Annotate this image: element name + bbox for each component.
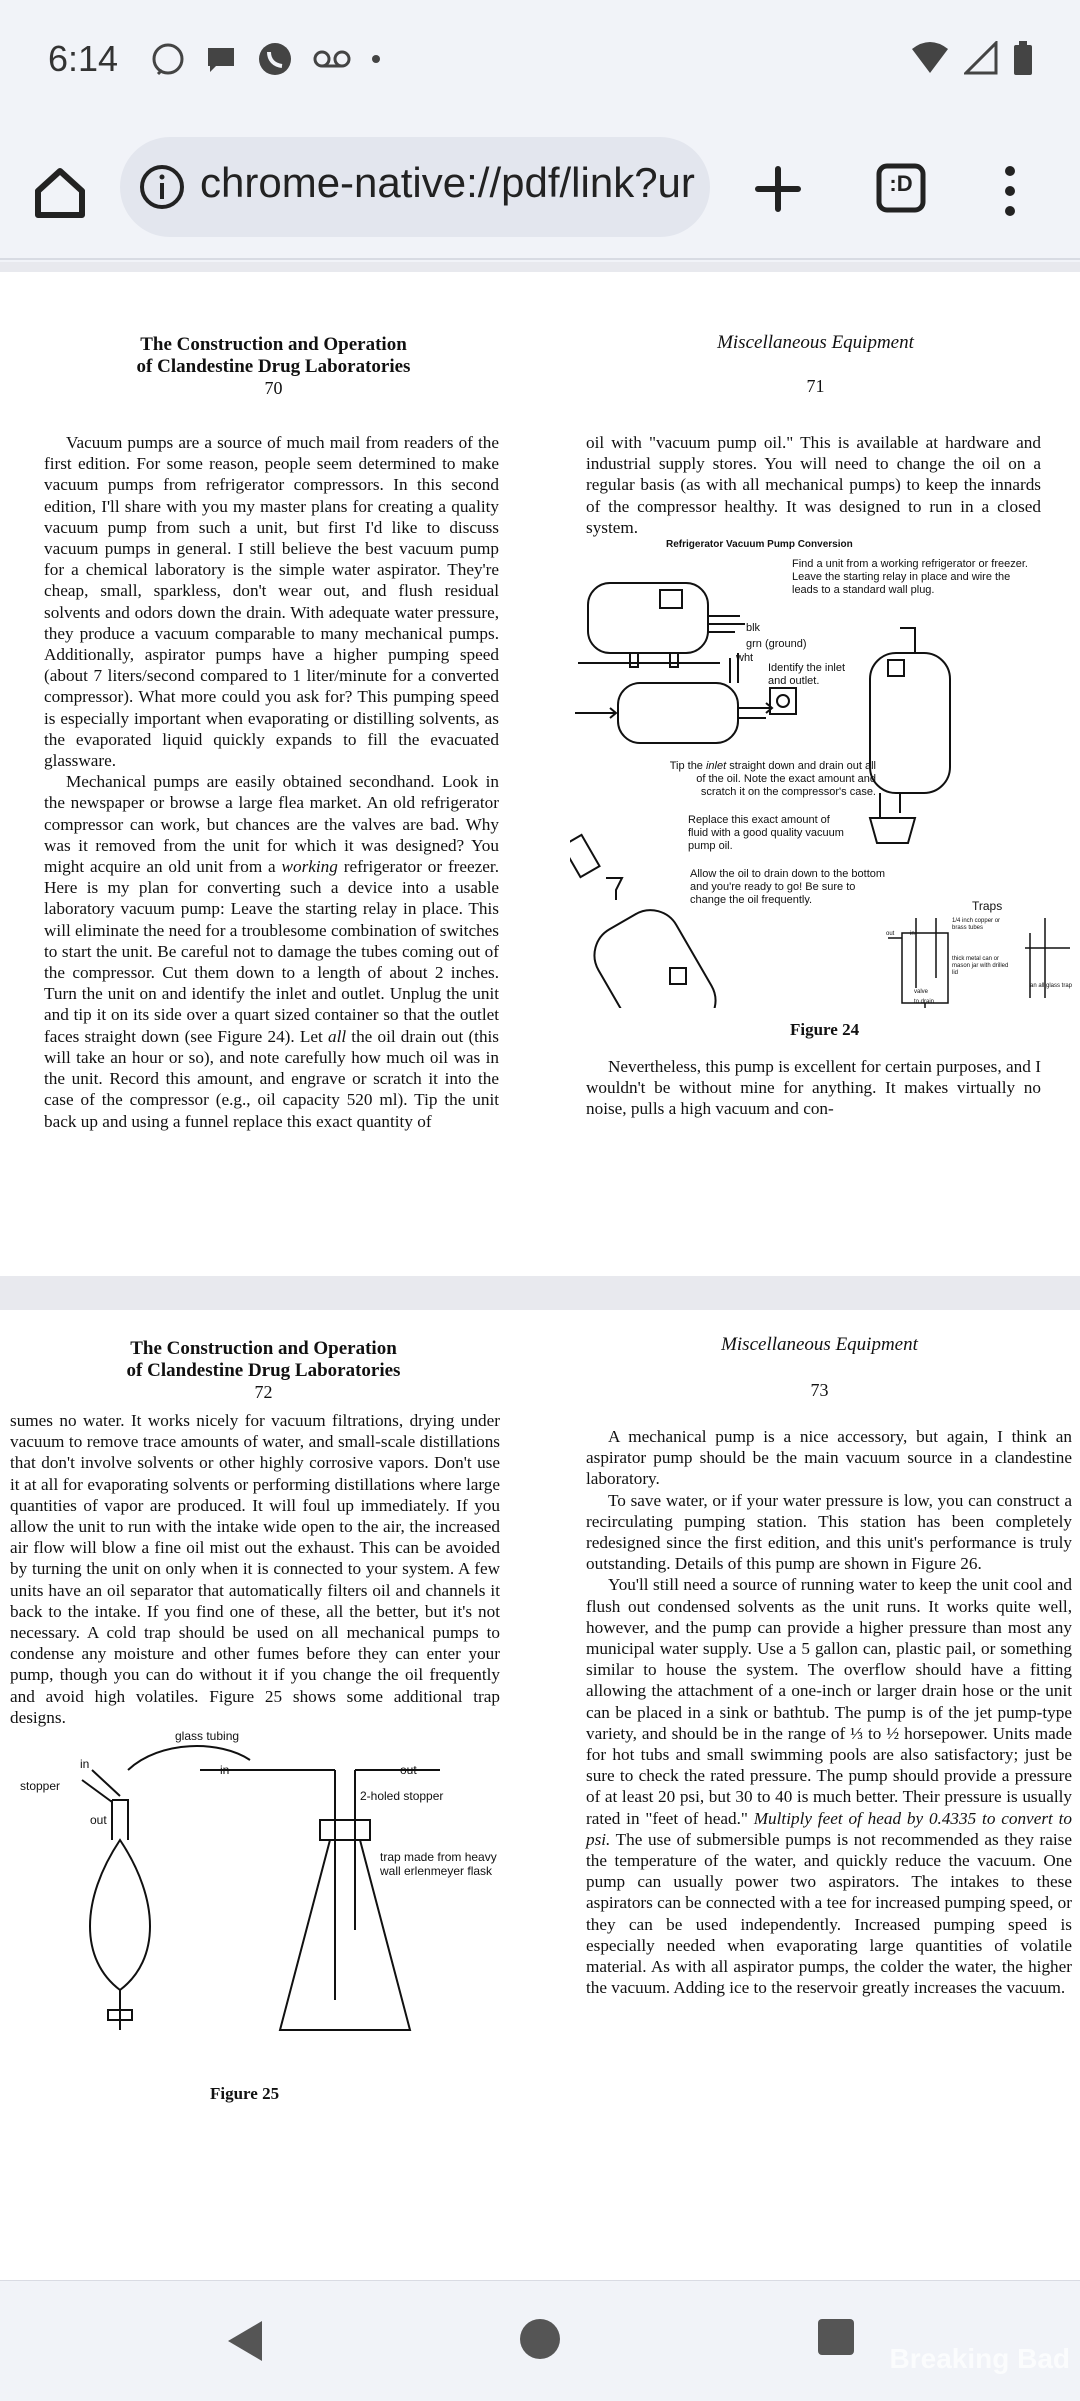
system-icons <box>910 40 1034 76</box>
text-column <box>586 1426 1072 1998</box>
clock: 6:14 <box>48 38 119 79</box>
header-line: The Construction and Operation <box>130 1338 397 1359</box>
dot-icon <box>370 53 382 65</box>
figure-label: in <box>80 1757 90 1771</box>
toolbar-divider <box>0 258 1080 260</box>
text-run: refrigerator or freezer. Here is my plan for converting such a device into a usable laboratory vacuum pump: Leave the starting relay in place. This will eliminate the need for a troublesome combination of switches to start the unit. Be careful not to damage the tubes coming out of the compressor. Cut them down to a length of about 2 inches. Turn the unit on and identify the inlet and outlet. Unplug the unit and tip it on its side over a quart sized container so that the outlet faces straight down (see Figure 24). Let <box>44 857 499 1046</box>
text-column <box>586 1056 1041 1120</box>
trap-label: an all glass trap <box>1030 983 1073 989</box>
text-run: Tip the <box>669 760 706 772</box>
url-text[interactable]: chrome-native://pdf/link?ur <box>200 159 695 206</box>
back-icon[interactable] <box>222 2317 266 2365</box>
text-column <box>586 432 1041 538</box>
text-column <box>10 1410 500 1728</box>
tab-switcher-button[interactable] <box>876 163 926 213</box>
paragraph: Vacuum pumps are a source of much mail from readers of the first edition. For some reason, people seem determined to make vacuum pumps from refrigerator compressors. In this second edition, I'll share with you my master plans for creating a quality vacuum pump from such a unit, but first I'd like to discuss vacuum pumps in general. I still believe the best vacuum pump for a chemical laboratory is the simple water aspirator. They're cheap, small, sparkless, don't wear out, and flush residual solvents and odors down the drain. With adequate water pressure, they produce a vacuum comparable to many mechanical pumps. Additionally, aspirator pumps have a higher pumping speed (about 7 liters/second compared to 1 liter/minute for a converted compressor). What more could you ask for? This pumping speed is especially important when evaporating or distilling solvents, as the evaporated liquid quickly expands to fill the evacuated glassware. <box>44 433 499 771</box>
paragraph: A mechanical pump is a nice accessory, but again, I think an aspirator pump should be the main vacuum source in a clandestine laboratory. <box>586 1427 1072 1489</box>
paragraph: sumes no water. It works nicely for vacuum filtrations, drying under vacuum to remove trace amounts of water, and small-scale distillations that don't involve solvents or other highly corrosive vapors. Don't use it at all for evaporating solvents or performing distillations where large quantities of vapor are produced. It will foul up immediately. If you allow the unit to run with the intake wide open to the air, the increased air flow will blow a fine oil mist out the exhaust. This can be avoided by turning the unit on only when it is connected to your system. A few units have an oil separator that automatically filters oil and channels it back to the intake. If you find one of these, all the better, but it's not necessary. A cold trap should be used on all mechanical pumps to condense any moisture and other fumes before they can enter your pump, though you can do without it if you change the oil frequently and avoid high volatiles. Figure 25 shows some additional trap designs. <box>10 1411 500 1727</box>
trap-label: valve <box>914 989 929 995</box>
wifi-icon <box>910 41 950 75</box>
page-header <box>46 334 501 378</box>
paragraph: oil with "vacuum pump oil." This is available at hardware and industrial supply stores. You will need to change the oil on a regular basis (as with all mechanical pumps) to keep the innards of the compressor healthy. It was designed to run in a closed system. <box>586 433 1041 537</box>
tab-count: :D <box>889 171 913 196</box>
more-options-icon[interactable] <box>1000 161 1020 221</box>
home-nav-icon[interactable] <box>518 2317 562 2361</box>
watermark: Breaking Bad <box>889 2343 1070 2374</box>
browser-toolbar <box>0 125 1080 260</box>
pdf-page-spread <box>0 308 1080 1276</box>
text-run: inlet <box>705 760 727 772</box>
trap-diagram <box>20 1730 500 2050</box>
trap-label: in <box>910 931 915 937</box>
text-run: You'll still need a source of running water to keep the unit cool and flush out condensed solvents as the unit runs. It works quite well, however, and the pump can provide a higher pressure than most any municipal water supply. Use a 5 gallon can, plastic pail, or something similar to house the system. The overflow should have a fitting allowing the attachment of a one-inch or larger drain hose or the unit can be placed in a sink or bathtub. The pump is of the jet pump-type variety, and should be in the range of ⅓ to ½ horsepower. Units made for hot tubs and small swimming pools are also satisfactory; just be sure to check the rated pressure. The pump should provide a pressure of at least 20 psi, but 30 to 40 is much better. Their pressure is usually rated in "feet of head." <box>586 1575 1072 1828</box>
paragraph <box>44 771 499 1131</box>
page-header: Miscellaneous Equipment <box>721 1334 918 1355</box>
whatsapp-call-icon <box>256 40 294 78</box>
figure-24 <box>570 538 1080 1008</box>
figure-note: Identify the inlet and outlet. <box>768 662 846 687</box>
chat-icon <box>204 42 238 76</box>
wire-label: grn (ground) <box>746 638 807 650</box>
figure-note: Replace this exact amount of fluid with a good quality vacuum pump oil. <box>688 814 844 852</box>
text-run: straight down and drain out all of the oil. Note the exact amount and scratch it on the compressor's case. <box>696 760 876 798</box>
header-line: of Clandestine Drug Laboratories <box>126 1360 401 1381</box>
previous-page-edge <box>0 272 1080 311</box>
traps-label: Traps <box>972 899 1003 913</box>
info-icon[interactable] <box>138 163 186 211</box>
pdf-viewer[interactable] <box>0 262 1080 2280</box>
header-line: of Clandestine Drug Laboratories <box>136 356 411 377</box>
notification-icons <box>150 40 382 78</box>
text-run: Multiply feet of head by 0.4335 to convert to psi. <box>586 1808 1072 1849</box>
header-line: The Construction and Operation <box>140 334 407 355</box>
figure-note: Find a unit from a working refrigerator or freezer. Leave the starting relay in place and wire the leads to a standard wall plug. <box>792 558 1028 596</box>
figure-label: out <box>90 1813 107 1827</box>
trap-label: out <box>886 931 895 937</box>
whatsapp-icon <box>150 41 186 77</box>
pdf-page-spread <box>0 1310 1080 2280</box>
figure-label: out <box>400 1763 417 1777</box>
text-run: all <box>327 1026 347 1046</box>
text-run: working <box>281 857 338 877</box>
figure-note: Allow the oil to drain down to the bottom and you're ready to go! Be sure to change the oil frequently. <box>690 868 886 906</box>
text-run: Mechanical pumps are easily obtained secondhand. Look in the newspaper or browse a large flea market. An old refrigerator compressor can work, but chances are the valves are bad. Why was it removed from the unit for which it was designed? You might acquire an old unit from a <box>44 772 499 877</box>
battery-icon <box>1012 40 1034 76</box>
figure-caption: Figure 25 <box>210 2084 280 2103</box>
figure-caption: Figure 24 <box>790 1020 860 1039</box>
signal-icon <box>964 41 998 75</box>
text-column <box>44 432 499 1132</box>
page-number: 70 <box>264 378 283 398</box>
text-run: The use of submersible pumps is not recommended as they raise the temperature of the water, and quickly reduce the vacuum. One pump can usually power two aspirators. The intakes to these aspirators can be connected with a tee for increased pumping speed, or they can be used independently. Increased pumping speed is especially needed when evaporating large quantities of volatile material. As with all aspirator pumps, the colder the water, the higher the vacuum. Adding ice to the reservoir greatly increases the vacuum. <box>586 1829 1072 1998</box>
address-bar[interactable] <box>120 137 710 237</box>
figure-25 <box>20 1730 500 2050</box>
page-number: 73 <box>810 1380 829 1400</box>
page-header: Miscellaneous Equipment <box>717 332 914 353</box>
home-icon[interactable] <box>30 163 90 223</box>
figure-label: trap made from heavy wall erlenmeyer flask <box>380 1850 497 1878</box>
text-run: the oil drain out (this will take an hour or so), and note carefully how much oil was in the unit. Record this amount, and engrave or scratch it into the case of the compressor (e.g., oil capacity 520 ml). Tip the unit back up and using a funnel replace this exact quantity of <box>44 1026 499 1131</box>
system-navigation-bar <box>0 2280 1080 2401</box>
page-number: 71 <box>806 376 825 396</box>
trap-label: to drain <box>914 999 935 1005</box>
page-number: 72 <box>254 1382 273 1402</box>
paragraph: To save water, or if your water pressure is low, you can construct a recirculating pumping station. This station has been completely redesigned since the first edition, and this unit's performance is truly outstanding. Details of this pump are shown in Figure 26. <box>586 1490 1072 1574</box>
figure-label: glass tubing <box>175 1729 240 1743</box>
recents-icon[interactable] <box>816 2317 856 2357</box>
wire-label: blk <box>746 622 761 634</box>
status-bar <box>0 0 1080 125</box>
trap-label: 1/4 inch copper or brass tubes <box>952 918 1001 931</box>
figure-label: 2-holed stopper <box>360 1789 444 1803</box>
figure-title: Refrigerator Vacuum Pump Conversion <box>666 539 853 550</box>
paragraph <box>586 1574 1072 1998</box>
page-header <box>36 1338 491 1382</box>
figure-label: in <box>220 1763 230 1777</box>
figure-label: stopper <box>20 1779 61 1793</box>
paragraph: Nevertheless, this pump is excellent for certain purposes, and I wouldn't be without mine for anything. It makes virtually no noise, pulls a high vacuum and con- <box>586 1057 1041 1119</box>
trap-label: thick metal can or mason jar with drilled lid <box>952 956 1009 976</box>
voicemail-icon <box>312 47 352 71</box>
wire-label: wht <box>736 652 754 664</box>
figure-note <box>660 760 876 799</box>
new-tab-icon[interactable] <box>748 159 808 219</box>
